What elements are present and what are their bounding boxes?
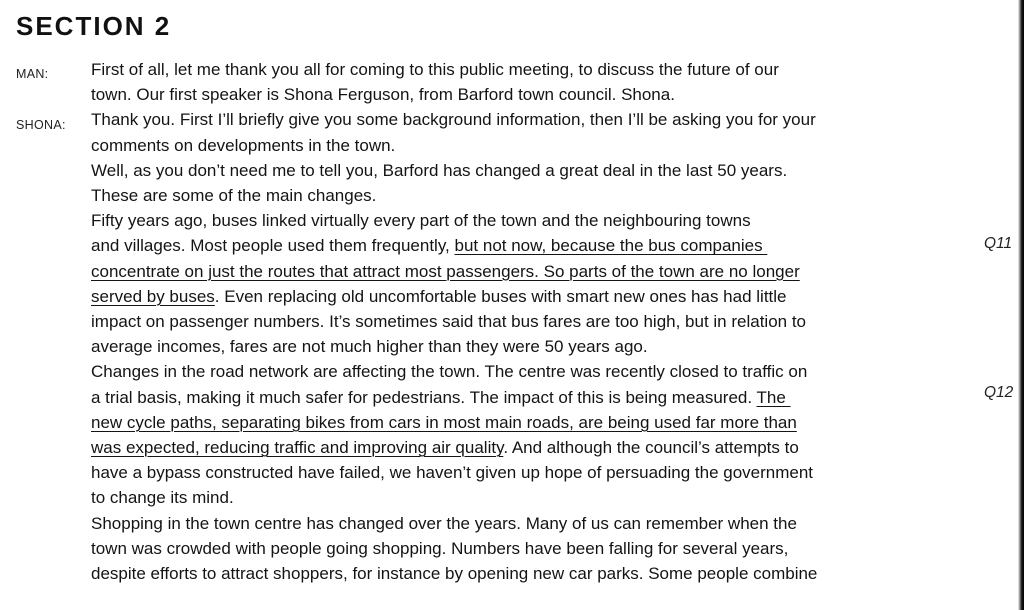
transcript-line bbox=[91, 208, 751, 233]
line-text: . Even replacing old uncomfortable buses with smart new ones has had little bbox=[214, 286, 787, 306]
line-text: town. Our first speaker is Shona Ferguson, from Barford town council. Shona. bbox=[91, 85, 675, 105]
line-text: despite efforts to attract shoppers, for instance by opening new car parks. Some people combine bbox=[91, 564, 818, 583]
transcript-line bbox=[91, 385, 791, 410]
transcript-line bbox=[91, 536, 788, 561]
section-heading: SECTION 2 bbox=[16, 11, 172, 41]
transcript-line bbox=[91, 259, 800, 284]
line-text: impact on passenger numbers. It’s sometimes said that bus fares are too high, but in relation to bbox=[91, 312, 807, 331]
transcript-line bbox=[91, 183, 376, 208]
underlined-answer-text: but not now, because the bus companies bbox=[454, 236, 768, 256]
transcript-line bbox=[91, 309, 806, 334]
transcript-line bbox=[91, 57, 779, 82]
transcript-line bbox=[91, 82, 675, 107]
line-text: Fifty years ago, buses linked virtually every part of the town and the neighbouring towns bbox=[91, 211, 751, 231]
underlined-answer-text: served by buses bbox=[91, 286, 215, 306]
transcript-line bbox=[91, 435, 799, 460]
line-text: and villages. Most people used them frequently, bbox=[91, 236, 455, 256]
line-text: Changes in the road network are affecting the town. The centre was recently closed to traffic on bbox=[91, 362, 808, 382]
underlined-answer-text: was expected, reducing traffic and improving air quality bbox=[91, 438, 504, 457]
line-text: average incomes, fares are not much higher than they were 50 years ago. bbox=[91, 337, 648, 357]
transcript-line bbox=[91, 511, 797, 536]
transcript-line bbox=[91, 158, 787, 183]
line-text: comments on developments in the town. bbox=[91, 135, 396, 155]
line-text: Well, as you don’t need me to tell you, Barford has changed a great deal in the last 50 years. bbox=[91, 160, 788, 180]
underlined-answer-text: The bbox=[756, 387, 791, 407]
line-text: to change its mind. bbox=[91, 488, 234, 508]
scan-edge bbox=[1018, 0, 1024, 610]
transcript-line bbox=[91, 485, 234, 510]
speaker-label-shona: SHONA: bbox=[16, 118, 66, 132]
transcript-line bbox=[91, 233, 767, 258]
underlined-answer-text: new cycle paths, separating bikes from cars in most main roads, are being used far more than bbox=[91, 412, 797, 432]
transcript-line bbox=[91, 359, 807, 384]
transcript-line bbox=[91, 334, 648, 359]
line-text: . And although the council’s attempts to bbox=[503, 438, 799, 457]
line-text: Thank you. First I’ll briefly give you some background information, then I’ll be asking you for your bbox=[91, 110, 816, 130]
transcript-line bbox=[91, 410, 797, 435]
transcript-line bbox=[91, 460, 813, 485]
transcript-line bbox=[91, 561, 817, 586]
line-text: First of all, let me thank you all for coming to this public meeting, to discuss the future of our bbox=[91, 60, 779, 79]
speaker-label-man: MAN: bbox=[16, 67, 49, 81]
transcript-line bbox=[91, 284, 787, 309]
underlined-answer-text: concentrate on just the routes that attract most passengers. So parts of the town are no longer bbox=[91, 261, 800, 281]
question-ref-q11: Q11 bbox=[984, 235, 1013, 252]
line-text: a trial basis, making it much safer for pedestrians. The impact of this is being measured. bbox=[91, 387, 757, 407]
line-text: Shopping in the town centre has changed over the years. Many of us can remember when the bbox=[91, 513, 797, 533]
transcript-line bbox=[91, 107, 816, 132]
line-text: These are some of the main changes. bbox=[91, 186, 377, 205]
transcript-line bbox=[91, 133, 395, 158]
question-ref-q12: Q12 bbox=[984, 384, 1014, 401]
line-text: town was crowded with people going shopping. Numbers have been falling for several years, bbox=[91, 538, 789, 558]
line-text: have a bypass constructed have failed, we haven’t given up hope of persuading the government bbox=[91, 463, 814, 483]
